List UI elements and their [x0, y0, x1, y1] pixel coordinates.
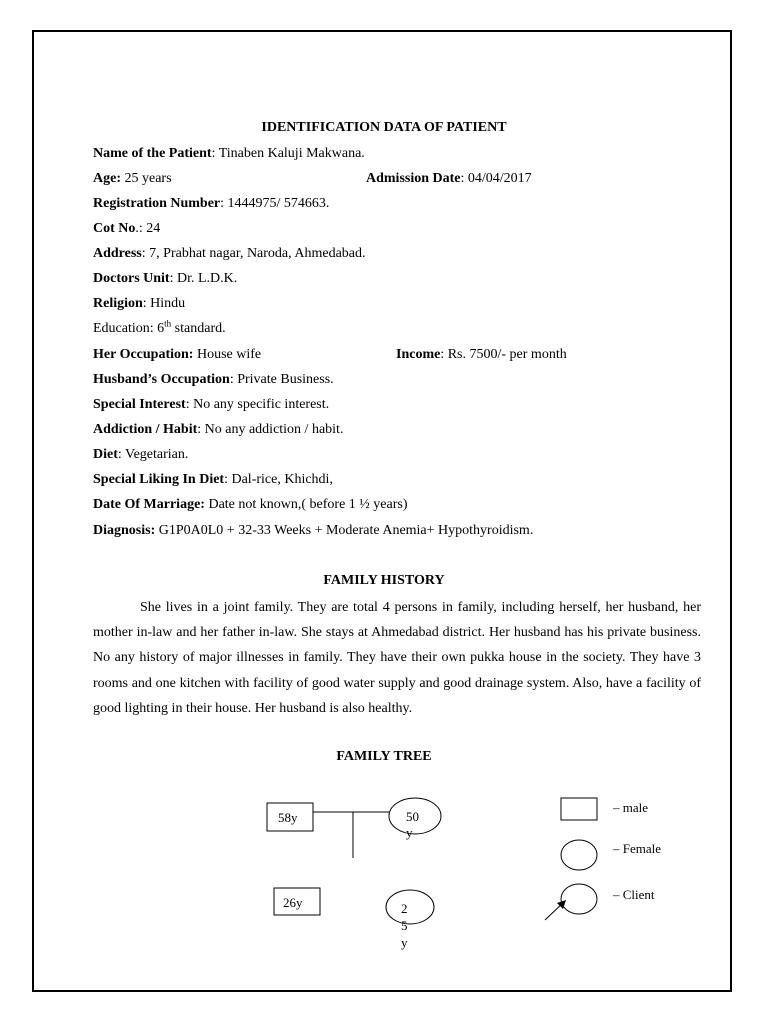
field-label: Name of the Patient	[93, 146, 212, 161]
field-label: Religion	[93, 296, 143, 311]
family-tree-heading: FAMILY TREE	[336, 749, 432, 764]
page-title: IDENTIFICATION DATA OF PATIENT	[261, 120, 507, 135]
field-value: : 04/04/2017	[460, 171, 532, 186]
field-label: Diet	[93, 447, 118, 462]
field-label: Admission Date	[366, 171, 461, 186]
legend-male-label: – male	[613, 800, 649, 815]
field-label: Her Occupation:	[93, 347, 194, 362]
client-age-label-1: 2	[401, 901, 408, 916]
client-age-label-2: 5	[401, 918, 408, 933]
field-value: : 7, Prabhat nagar, Naroda, Ahmedabad.	[141, 246, 366, 261]
field-value: : Dal-rice, Khichdi,	[224, 472, 333, 487]
legend-female-circle	[561, 840, 597, 870]
field-label: Special Liking In Diet	[93, 472, 225, 487]
field-value: : 1444975/ 574663.	[220, 196, 330, 211]
family-history-paragraph: She lives in a joint family. They are total 4 persons in family, including herself, her husband, her mother in-law and her father in-law. She stays at Ahmedabad district. Her husband has his private business. No any history of major illnesses in family. They have their own pukka house in the society. They have 3 rooms and one kitchen with facility of good water supply and good drainage system. Also, have a facility of good lighting in their house. Her husband is also healthy.	[93, 600, 701, 716]
father-age-label: 58y	[278, 810, 298, 825]
field-label: Income	[396, 347, 441, 362]
legend-client-circle	[561, 884, 597, 914]
legend-female-label: – Female	[613, 841, 662, 856]
field-label: Special Interest	[93, 397, 186, 412]
field-value: House wife	[193, 347, 262, 362]
field-value: : No any specific interest.	[185, 397, 330, 412]
mother-age-label-2: y	[406, 825, 413, 840]
legend-male-box	[561, 798, 597, 820]
field-label: Addiction / Habit	[93, 422, 198, 437]
legend-client-label: – Client	[613, 887, 655, 902]
field-value: : Hindu	[142, 296, 186, 311]
family-history-heading: FAMILY HISTORY	[323, 573, 445, 588]
client-circle	[386, 890, 434, 924]
field-value: G1P0A0L0 + 32-33 Weeks + Moderate Anemia+ Hypothyroidism.	[155, 523, 534, 538]
field-label: Address	[93, 246, 142, 261]
field-value: : No any addiction / habit.	[197, 422, 344, 437]
field-label: Husband’s Occupation	[93, 372, 230, 387]
field-value: .: 24	[135, 221, 161, 236]
field-value-tail: standard.	[171, 321, 226, 336]
field-label: Registration Number	[93, 196, 221, 211]
field-label: Doctors Unit	[93, 271, 170, 286]
superscript: th	[164, 318, 172, 329]
field-value: : Vegetarian.	[117, 447, 189, 462]
field-value: : 6	[149, 321, 165, 336]
field-value: : Tinaben Kaluji Makwana.	[211, 146, 365, 161]
field-value: : Rs. 7500/- per month	[440, 347, 567, 362]
husband-age-label: 26y	[283, 895, 303, 910]
field-label: Education	[93, 321, 150, 336]
field-value: : Private Business.	[229, 372, 334, 387]
field-label: Date Of Marriage:	[93, 497, 205, 512]
field-label: Cot No	[93, 221, 136, 236]
client-age-label-3: y	[401, 935, 408, 950]
field-value: 25 years	[121, 171, 172, 186]
field-label: Age:	[93, 171, 121, 186]
field-value: : Dr. L.D.K.	[169, 271, 238, 286]
field-value: Date not known,( before 1 ½ years)	[204, 497, 408, 512]
mother-age-label: 50	[406, 809, 419, 824]
field-label: Diagnosis:	[93, 523, 156, 538]
